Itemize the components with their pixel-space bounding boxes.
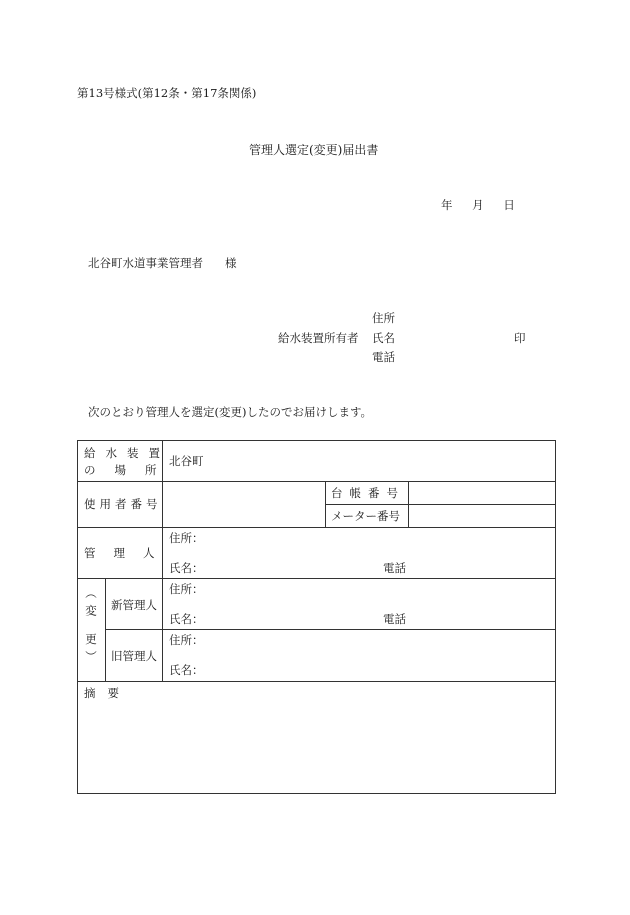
date-day-label: 日	[503, 198, 515, 212]
row-divider	[78, 578, 555, 579]
new-manager-name-label: 氏名：	[169, 612, 204, 626]
new-manager-phone-label: 電話	[383, 612, 406, 626]
applicant-label: 給水装置所有者	[278, 331, 359, 345]
addressee-name: 北谷町水道事業管理者	[88, 256, 203, 270]
date-month-label: 月	[472, 198, 484, 212]
location-label-text: の場所	[84, 463, 176, 477]
addressee	[88, 256, 237, 270]
change-label-bottom: 更）	[84, 633, 98, 668]
row-divider	[78, 481, 555, 482]
remarks-label: 摘要	[84, 686, 131, 700]
change-label-top: （変	[84, 587, 98, 622]
manager-name-label: 氏名：	[169, 561, 204, 575]
meter-number-label: メーター番号	[331, 509, 400, 523]
old-manager-label: 旧管理人	[111, 649, 157, 663]
manager-address-label: 住所：	[169, 531, 204, 545]
addressee-honorific: 様	[225, 256, 237, 270]
old-manager-address-label: 住所：	[169, 633, 204, 647]
row-divider	[78, 681, 555, 682]
location-label-text: 給水装置	[84, 446, 170, 460]
column-divider	[408, 481, 409, 527]
new-manager-address-label: 住所：	[169, 582, 204, 596]
column-divider	[325, 481, 326, 527]
column-divider	[162, 578, 163, 681]
applicant-address-label: 住所	[372, 311, 395, 325]
applicant-name-label: 氏名	[372, 331, 395, 345]
application-table	[77, 440, 556, 794]
applicant-phone-label: 電話	[372, 350, 395, 364]
document-title: 管理人選定(変更)届出書	[249, 143, 379, 157]
intro-text: 次のとおり管理人を選定(変更)したのでお届けします。	[88, 405, 373, 419]
user-number-label: 使用者番号	[84, 497, 162, 511]
new-manager-label: 新管理人	[111, 598, 157, 612]
row-divider	[78, 527, 555, 528]
location-value: 北谷町	[169, 454, 204, 468]
manager-label: 管理人	[84, 546, 173, 560]
old-manager-name-label: 氏名：	[169, 663, 204, 677]
location-label-line1	[84, 446, 170, 460]
manager-phone-label: 電話	[383, 561, 406, 575]
date-line	[441, 198, 515, 212]
row-divider	[325, 504, 555, 505]
ledger-number-label: 台帳番号	[331, 486, 405, 500]
seal-mark: 印	[514, 331, 526, 345]
date-year-label: 年	[441, 198, 453, 212]
form-number: 第13号様式(第12条・第17条関係)	[77, 86, 257, 100]
location-label-line2	[84, 463, 176, 477]
row-divider	[105, 629, 555, 630]
column-divider	[105, 578, 106, 681]
